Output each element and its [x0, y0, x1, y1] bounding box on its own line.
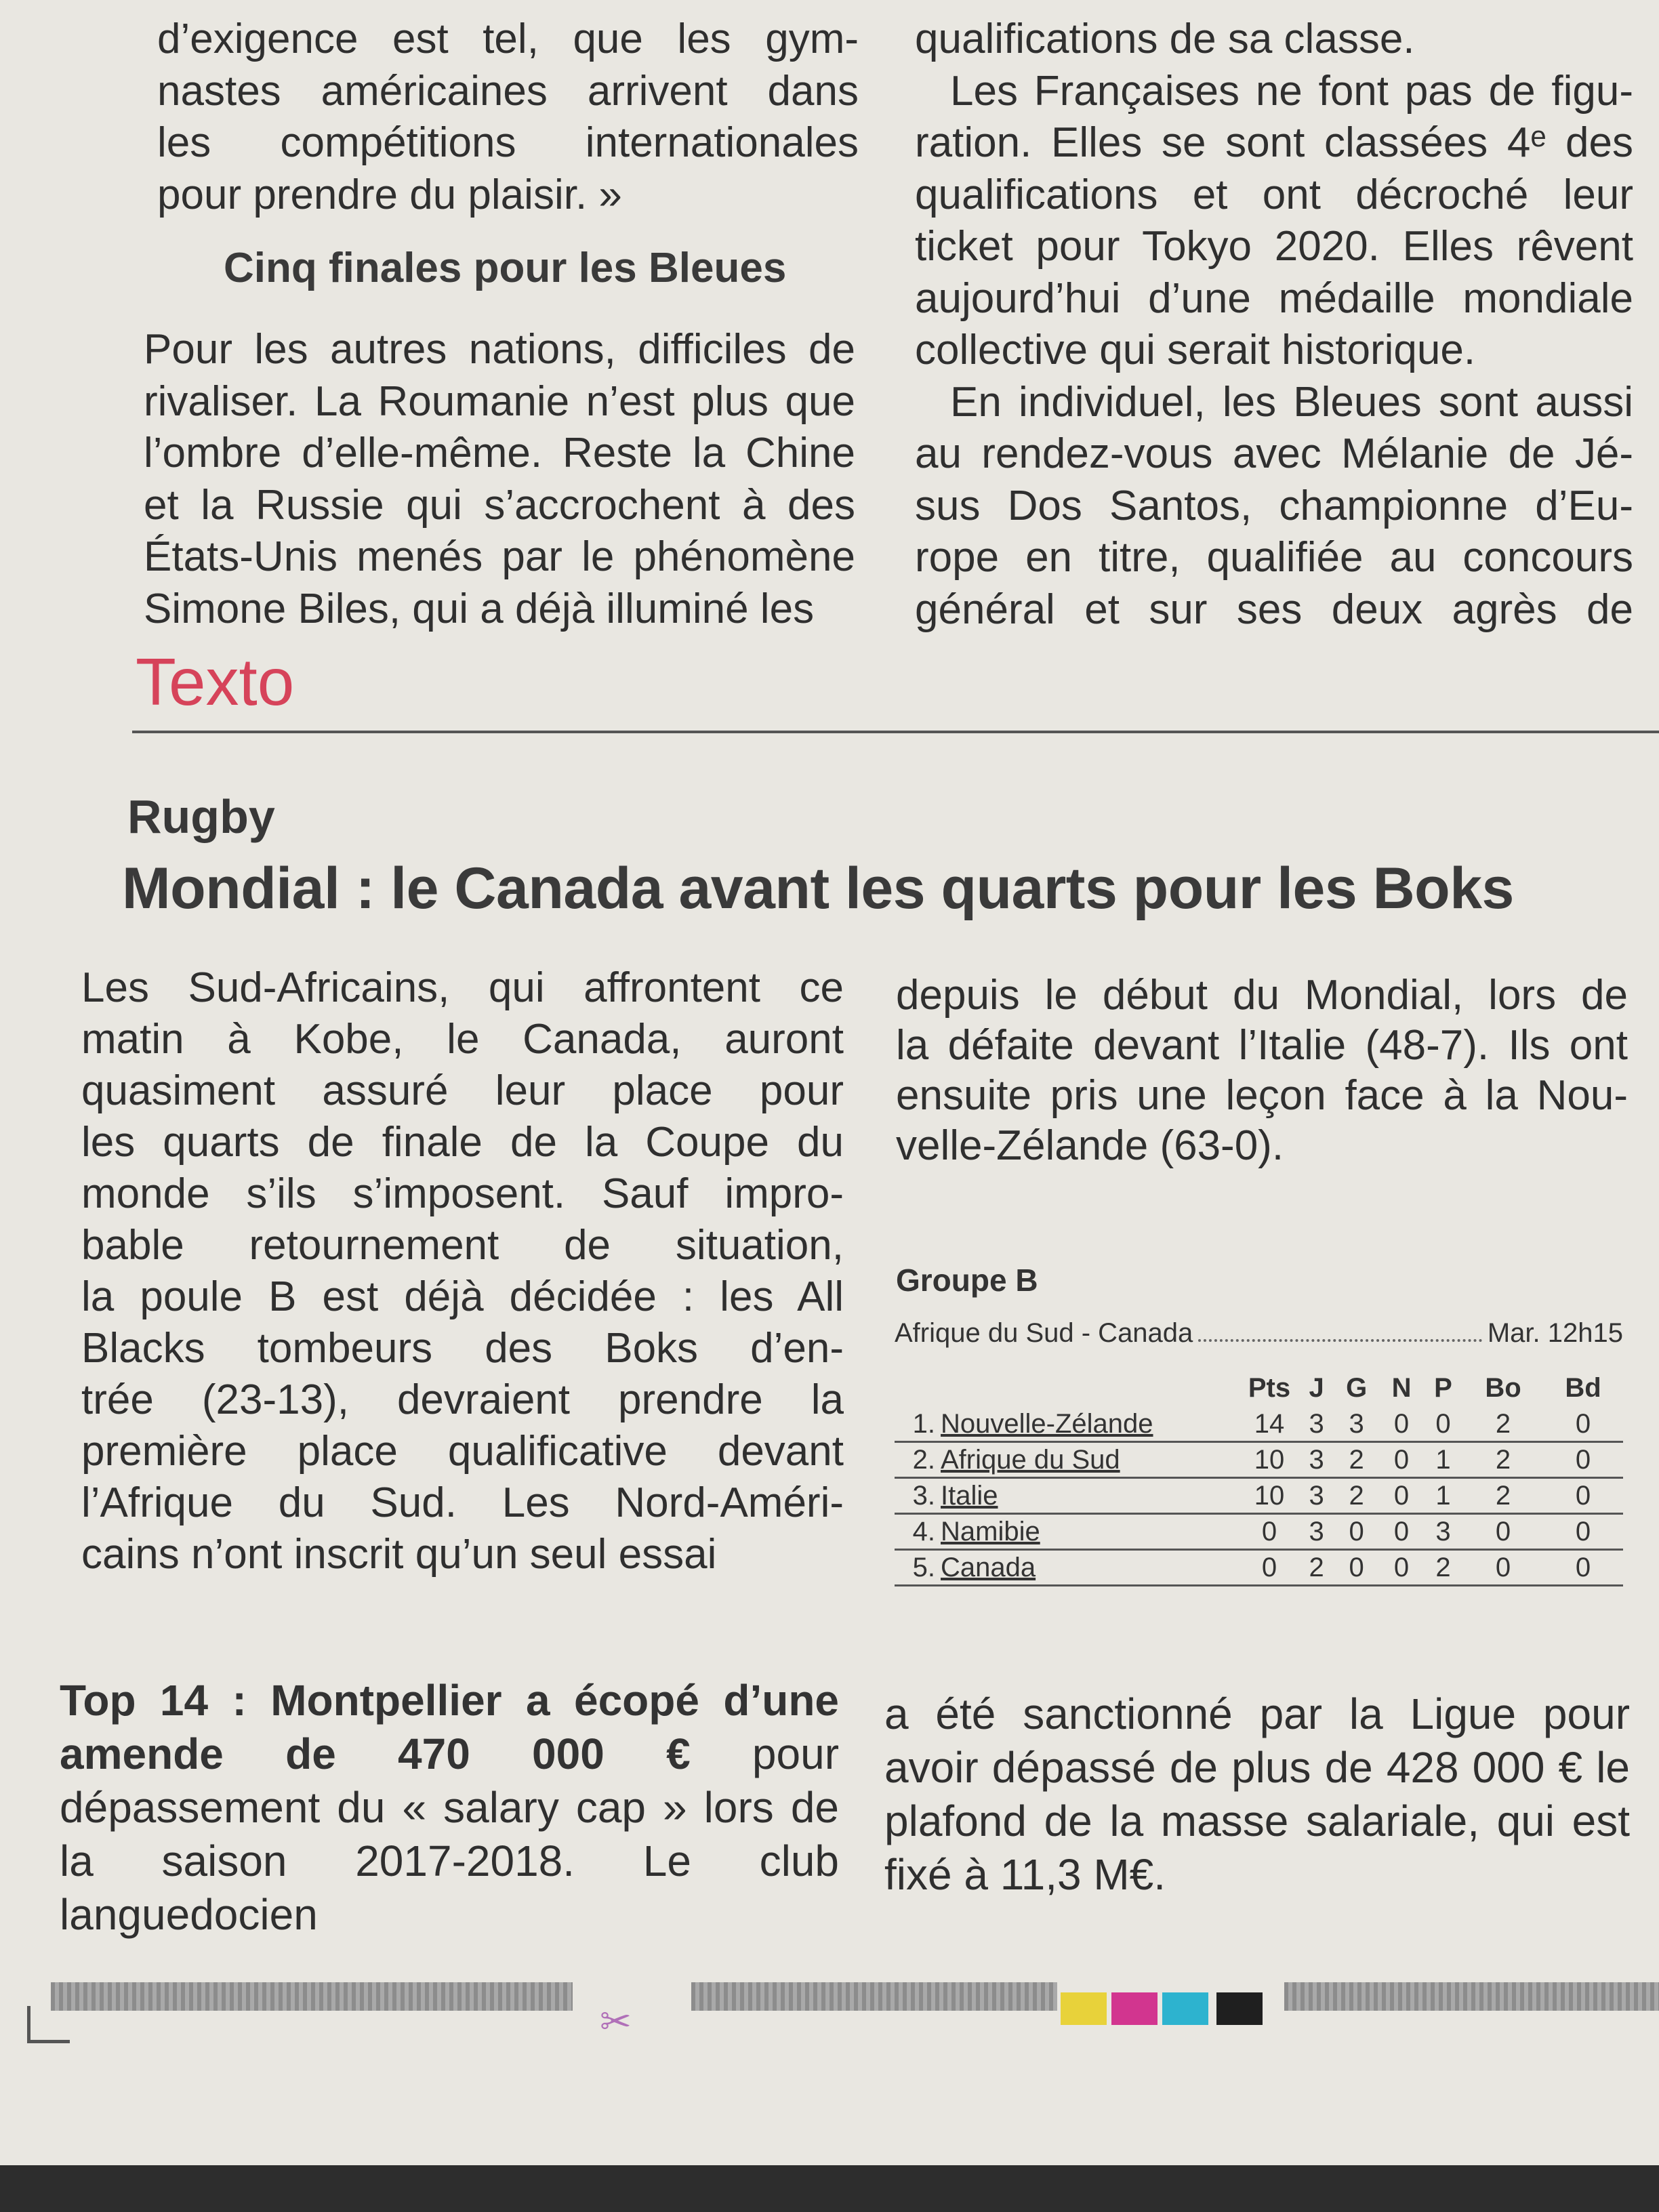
col-header-p: P [1434, 1372, 1452, 1403]
g-cell: 2 [1349, 1480, 1364, 1511]
j-cell: 3 [1309, 1444, 1324, 1475]
bd-cell: 0 [1575, 1480, 1591, 1511]
top-article-left-column-continued [144, 324, 855, 635]
group-title: Groupe B [896, 1263, 1038, 1298]
registration-band-right [1284, 1982, 1659, 2011]
col-header-bo: Bo [1485, 1372, 1521, 1403]
color-swatch-black [1216, 1992, 1263, 2025]
team-cell: Canada [941, 1552, 1036, 1582]
text-line: les quarts de finale de la Coupe du [81, 1119, 844, 1166]
team-cell: Namibie [941, 1516, 1040, 1547]
p-cell: 1 [1435, 1444, 1451, 1475]
rank-cell: 1. [912, 1408, 935, 1439]
table-row [895, 1550, 1623, 1586]
subheading-cinq-finales: Cinq finales pour les Bleues [224, 245, 787, 291]
table-row [895, 1407, 1623, 1442]
text-line: l’Afrique du Sud. Les Nord-Améri- [81, 1479, 844, 1526]
brief-left-text: pour dépassement du « salary cap » lors de la saison 2017-2018. Le club languedocien [60, 1729, 840, 1939]
j-cell: 3 [1309, 1408, 1324, 1439]
text-line: la défaite devant l’Italie (48-7). Ils ont [896, 1022, 1628, 1069]
rugby-left-column [81, 962, 844, 1580]
text-line: ticket pour Tokyo 2020. Elles rêvent [915, 223, 1633, 270]
text-line: En individuel, les Bleues sont aussi [950, 378, 1633, 426]
standings-table [895, 1369, 1623, 1586]
text-line: ration. Elles se sont classées 4ᵉ des [915, 119, 1633, 166]
color-swatch-cyan [1162, 1992, 1208, 2025]
text-line: États-Unis menés par le phénomène [144, 533, 855, 580]
col-header-n: N [1391, 1372, 1412, 1403]
text-line: au rendez-vous avec Mélanie de Jé- [915, 430, 1633, 477]
fixture-line [895, 1318, 1623, 1349]
fixture-leader-dots [1198, 1339, 1482, 1342]
bd-cell: 0 [1575, 1552, 1591, 1582]
n-cell: 0 [1393, 1408, 1410, 1439]
bo-cell: 2 [1495, 1408, 1511, 1439]
text-line: aujourd’hui d’une médaille mondiale [915, 274, 1633, 322]
bd-cell: 0 [1575, 1516, 1591, 1547]
text-line: et la Russie qui s’accrochent à des [144, 481, 855, 529]
pts-cell: 0 [1261, 1516, 1277, 1547]
scissors-icon: ✂ [600, 2000, 632, 2043]
rugby-kicker: Rugby [127, 790, 275, 843]
text-line: ensuite pris une leçon face à la Nou- [896, 1072, 1628, 1119]
color-swatch-yellow [1061, 1992, 1107, 2025]
j-cell: 3 [1309, 1516, 1324, 1547]
text-line: rivaliser. La Roumanie n’est plus que [144, 377, 855, 425]
dark-bottom-edge [0, 2165, 1659, 2212]
section-divider [132, 731, 1659, 733]
table-row [895, 1478, 1623, 1514]
fixture-time: Mar. 12h15 [1487, 1318, 1623, 1348]
text-line: général et sur ses deux agrès de [915, 586, 1633, 633]
team-cell: Italie [941, 1480, 998, 1511]
brief-right-column: a été sanctionné par la Ligue pour avoir dépassé de plus de 428 000 € le plafond de la masse salariale, qui est fixé à 11,3 M€. [884, 1689, 1630, 1899]
bo-cell: 0 [1495, 1516, 1511, 1547]
j-cell: 3 [1309, 1480, 1324, 1511]
n-cell: 0 [1393, 1516, 1410, 1547]
text-line: l’ombre d’elle-même. Reste la Chine [144, 430, 855, 476]
g-cell: 0 [1349, 1552, 1364, 1582]
text-line: la poule B est déjà décidée : les All [81, 1273, 844, 1320]
p-cell: 1 [1435, 1480, 1451, 1511]
bo-cell: 2 [1495, 1444, 1511, 1475]
bd-cell: 0 [1575, 1408, 1591, 1439]
table-row [895, 1442, 1623, 1478]
col-header-bd: Bd [1565, 1372, 1601, 1403]
text-line: Les Françaises ne font pas de figu- [950, 67, 1633, 115]
pts-cell: 14 [1254, 1408, 1285, 1439]
rugby-headline: Mondial : le Canada avant les quarts pour les Boks [122, 856, 1514, 921]
rank-cell: 2. [912, 1444, 935, 1475]
pts-cell: 0 [1261, 1552, 1277, 1582]
text-line: Les Sud-Africains, qui affrontent ce [81, 964, 844, 1011]
text-line: sus Dos Santos, championne d’Eu- [915, 482, 1633, 529]
text-line: velle-Zélande (63-0). [896, 1122, 1284, 1169]
p-cell: 2 [1435, 1552, 1451, 1582]
text-line: depuis le début du Mondial, lors de [896, 972, 1628, 1019]
color-swatch-magenta [1111, 1992, 1158, 2025]
top-article-left-column [157, 14, 859, 221]
p-cell: 0 [1435, 1408, 1451, 1439]
text-line: Simone Biles, qui a déjà illuminé les [144, 585, 815, 632]
text-line: Pour les autres nations, difficiles de [144, 326, 855, 373]
text-line: les compétitions internationales [157, 119, 859, 166]
fixture-teams: Afrique du Sud - Canada [895, 1318, 1193, 1348]
p-cell: 3 [1435, 1516, 1451, 1547]
col-header-j: J [1309, 1372, 1324, 1403]
n-cell: 0 [1393, 1444, 1410, 1475]
text-line: quasiment assuré leur place pour [81, 1067, 844, 1114]
brief-bold-lead: Top 14 : Montpellier a écopé d’une amende de 470 000 € [60, 1676, 839, 1778]
rank-cell: 3. [912, 1480, 935, 1511]
text-line: monde s’ils s’imposent. Sauf impro- [81, 1170, 844, 1217]
bo-cell: 0 [1495, 1552, 1511, 1582]
bo-cell: 2 [1495, 1480, 1511, 1511]
crop-mark [27, 2006, 70, 2043]
pts-cell: 10 [1254, 1444, 1285, 1475]
text-line: nastes américaines arrivent dans [157, 67, 859, 115]
text-line: collective qui serait historique. [915, 327, 1476, 373]
g-cell: 3 [1349, 1408, 1364, 1439]
text-line: qualifications de sa classe. [915, 16, 1415, 62]
text-line: trée (23-13), devraient prendre la [81, 1376, 844, 1423]
text-line: rope en titre, qualifiée au concours [915, 534, 1633, 581]
table-row [895, 1514, 1623, 1550]
team-cell: Nouvelle-Zélande [941, 1408, 1153, 1439]
rank-cell: 4. [912, 1516, 935, 1547]
bd-cell: 0 [1575, 1444, 1591, 1475]
g-cell: 0 [1349, 1516, 1364, 1547]
col-header-g: G [1346, 1372, 1368, 1403]
text-line: bable retournement de situation, [81, 1222, 844, 1269]
text-line: qualifications et ont décroché leur [915, 171, 1633, 218]
j-cell: 2 [1309, 1552, 1324, 1582]
text-line: pour prendre du plaisir. » [157, 171, 622, 218]
n-cell: 0 [1393, 1552, 1410, 1582]
text-line: première place qualificative devant [81, 1428, 844, 1475]
pts-cell: 10 [1254, 1480, 1285, 1511]
text-line: matin à Kobe, le Canada, auront [81, 1016, 844, 1063]
top-article-right-column [915, 14, 1633, 636]
text-line: Blacks tombeurs des Boks d’en- [81, 1325, 844, 1372]
rank-cell: 5. [912, 1552, 935, 1582]
n-cell: 0 [1393, 1480, 1410, 1511]
col-header-pts: Pts [1248, 1372, 1291, 1403]
rugby-right-column [896, 970, 1628, 1171]
registration-band-middle [691, 1982, 1057, 2011]
text-line: cains n’ont inscrit qu’un seul essai [81, 1531, 717, 1578]
g-cell: 2 [1349, 1444, 1364, 1475]
team-cell: Afrique du Sud [941, 1444, 1120, 1475]
section-title-texto: Texto [136, 644, 295, 719]
brief-left-column [60, 1674, 839, 1942]
standings-header-row [895, 1369, 1623, 1407]
text-line: d’exigence est tel, que les gym- [157, 16, 859, 62]
registration-band-left [51, 1982, 573, 2011]
